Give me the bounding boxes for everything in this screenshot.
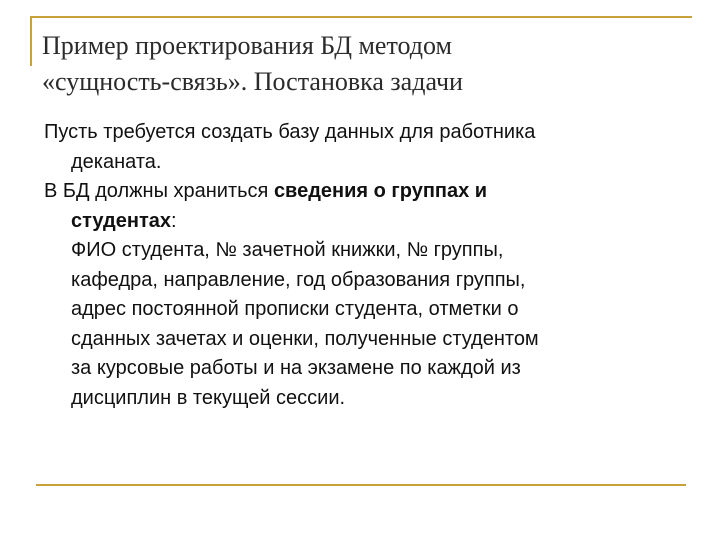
stored-info-bold-text: сведения о группах и	[273, 180, 488, 202]
fields-line-3: адрес постоянной прописки студента, отметки о	[71, 298, 519, 320]
fields-line-5: за курсовые работы и на экзамене по каждой из	[71, 357, 521, 379]
task-line-1: Пусть требуется создать базу данных для работника	[44, 121, 536, 143]
stored-info-colon: :	[170, 209, 177, 232]
stored-info-line-2	[44, 207, 684, 237]
task-line-2: деканата.	[71, 150, 162, 173]
paragraph-stored-info	[44, 177, 684, 236]
fields-line-2: кафедра, направление, год образования группы,	[71, 268, 526, 291]
fields-line-4: сданных зачетах и оценки, полученные студентом	[71, 327, 539, 350]
fields-line-6: дисциплин в текущей сессии.	[71, 386, 346, 409]
stored-info-line-1	[44, 177, 684, 207]
left-accent-rule	[30, 16, 32, 66]
paragraph-task	[44, 118, 684, 177]
stored-info-bold-students: студентах	[71, 209, 171, 232]
slide-body	[44, 118, 684, 413]
title-line-2: «сущность-связь». Постановка задачи	[42, 67, 463, 96]
slide-title	[42, 28, 682, 100]
paragraph-fields-list	[44, 236, 684, 413]
top-accent-rule	[30, 16, 692, 18]
stored-info-plain-text: В БД должны храниться	[44, 180, 274, 202]
bottom-accent-rule	[36, 484, 686, 486]
title-line-1: Пример проектирования БД методом	[42, 31, 452, 60]
fields-line-1: ФИО студента, № зачетной книжки, № группы,	[71, 239, 504, 261]
